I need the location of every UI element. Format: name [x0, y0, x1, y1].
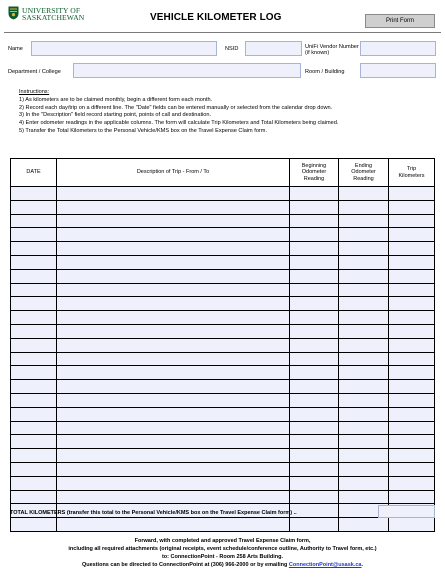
table-row	[11, 449, 435, 463]
beginning-odometer-cell[interactable]	[290, 476, 339, 490]
beginning-odometer-cell[interactable]	[290, 311, 339, 325]
description-cell[interactable]	[57, 366, 290, 380]
form-title: VEHICLE KILOMETER LOG	[150, 12, 282, 23]
table-row	[11, 338, 435, 352]
date-cell[interactable]	[11, 366, 57, 380]
date-cell[interactable]	[11, 421, 57, 435]
university-name	[22, 7, 84, 22]
nsid-label: NSID	[225, 46, 239, 52]
ending-odometer-cell[interactable]	[339, 187, 389, 201]
trip-kilometers-cell	[389, 449, 435, 463]
ending-odometer-cell[interactable]	[339, 242, 389, 256]
trip-kilometers-cell	[389, 490, 435, 504]
beginning-odometer-cell[interactable]	[290, 242, 339, 256]
beginning-odometer-cell[interactable]	[290, 297, 339, 311]
description-cell[interactable]	[57, 435, 290, 449]
date-cell[interactable]	[11, 380, 57, 394]
table-row	[11, 518, 435, 532]
university-shield-logo	[8, 6, 19, 20]
trip-kilometers-cell	[389, 324, 435, 338]
ending-odometer-cell[interactable]	[339, 269, 389, 283]
trip-kilometers-cell	[389, 380, 435, 394]
name-label: Name	[8, 46, 23, 52]
table-row	[11, 297, 435, 311]
beginning-odometer-cell[interactable]	[290, 421, 339, 435]
date-cell[interactable]	[11, 518, 57, 532]
description-cell[interactable]	[57, 476, 290, 490]
beginning-odometer-cell[interactable]	[290, 338, 339, 352]
beginning-odometer-cell[interactable]	[290, 490, 339, 504]
trip-kilometers-cell	[389, 311, 435, 325]
date-cell[interactable]	[11, 255, 57, 269]
date-cell[interactable]	[11, 407, 57, 421]
date-cell[interactable]	[11, 352, 57, 366]
vendor-number-field[interactable]	[360, 41, 436, 56]
trip-kilometers-column-header: Trip Kilometers	[389, 159, 435, 187]
beginning-odometer-cell[interactable]	[290, 352, 339, 366]
trip-kilometers-cell	[389, 518, 435, 532]
table-row	[11, 490, 435, 504]
ending-odometer-cell[interactable]	[339, 407, 389, 421]
instructions-title: Instructions:	[19, 89, 50, 95]
trip-kilometers-cell	[389, 269, 435, 283]
date-cell[interactable]	[11, 490, 57, 504]
description-cell[interactable]	[57, 214, 290, 228]
ending-odometer-cell[interactable]	[339, 421, 389, 435]
trip-kilometers-cell	[389, 214, 435, 228]
date-cell[interactable]	[11, 187, 57, 201]
table-row	[11, 407, 435, 421]
total-kilometers-label: TOTAL KILOMETERS (transfer this total to the Personal Vehicle/KMS box on the Travel Expense Claim form) ..	[10, 510, 297, 516]
date-cell[interactable]	[11, 476, 57, 490]
beginning-odometer-cell[interactable]	[290, 407, 339, 421]
date-cell[interactable]	[11, 297, 57, 311]
trip-kilometers-cell	[389, 435, 435, 449]
footer	[0, 537, 445, 569]
date-cell[interactable]	[11, 435, 57, 449]
date-cell[interactable]	[11, 200, 57, 214]
print-form-button[interactable]: Print Form	[365, 14, 435, 28]
description-cell[interactable]	[57, 283, 290, 297]
instruction-item: 5) Transfer the Total Kilometers to the Personal Vehicle/KMS box on the Travel Expense Claim form.	[19, 127, 268, 134]
trip-kilometers-cell	[389, 187, 435, 201]
ending-odometer-cell[interactable]	[339, 476, 389, 490]
table-row	[11, 187, 435, 201]
trip-kilometers-cell	[389, 421, 435, 435]
beginning-odometer-cell[interactable]	[290, 255, 339, 269]
table-row	[11, 269, 435, 283]
description-cell[interactable]	[57, 200, 290, 214]
date-cell[interactable]	[11, 242, 57, 256]
description-cell[interactable]	[57, 242, 290, 256]
ending-odometer-cell[interactable]	[339, 518, 389, 532]
beginning-odometer-cell[interactable]	[290, 462, 339, 476]
instruction-item: 2) Record each day/trip on a different line. The "Date" fields can be entered manually or selected from the calendar drop down.	[19, 104, 333, 111]
ending-odometer-cell[interactable]	[339, 435, 389, 449]
trip-kilometers-cell	[389, 393, 435, 407]
trip-kilometers-cell	[389, 462, 435, 476]
ending-odometer-cell[interactable]	[339, 449, 389, 463]
beginning-odometer-cell[interactable]	[290, 228, 339, 242]
room-building-field[interactable]	[360, 63, 436, 78]
instructions	[19, 89, 338, 136]
description-cell[interactable]	[57, 352, 290, 366]
ending-odometer-cell[interactable]	[339, 393, 389, 407]
table-row	[11, 393, 435, 407]
table-row	[11, 242, 435, 256]
description-cell[interactable]	[57, 311, 290, 325]
beginning-odometer-cell[interactable]	[290, 435, 339, 449]
beginning-odometer-cell[interactable]	[290, 518, 339, 532]
description-cell[interactable]	[57, 421, 290, 435]
department-label: Department / College	[8, 69, 61, 75]
footer-line: to: ConnectionPoint - Room 258 Arts Building.	[161, 554, 284, 560]
instruction-item: 4) Enter odometer readings in the applicable columns. The form will calculate Trip Kilometers and Total Kilometers being claimed.	[19, 120, 339, 127]
ending-odometer-cell[interactable]	[339, 490, 389, 504]
university-name-line2: SASKATCHEWAN	[22, 13, 85, 23]
trip-kilometers-cell	[389, 200, 435, 214]
vendor-number-label	[305, 44, 359, 56]
table-row	[11, 435, 435, 449]
table-row	[11, 311, 435, 325]
trip-kilometers-cell	[389, 407, 435, 421]
ending-odometer-cell[interactable]	[339, 338, 389, 352]
ending-odometer-cell[interactable]	[339, 200, 389, 214]
table-row	[11, 324, 435, 338]
nsid-field[interactable]	[245, 41, 302, 56]
date-cell[interactable]	[11, 311, 57, 325]
ending-odometer-cell[interactable]	[339, 380, 389, 394]
beginning-odometer-cell[interactable]	[290, 200, 339, 214]
description-cell[interactable]	[57, 297, 290, 311]
date-cell[interactable]	[11, 214, 57, 228]
table-row	[11, 352, 435, 366]
university-name-line1: UNIVERSITY OF	[22, 6, 81, 15]
table-row	[11, 200, 435, 214]
beginning-odometer-cell[interactable]	[290, 214, 339, 228]
instruction-item: 3) In the "Description" field record starting point, points of call and destination.	[19, 112, 212, 119]
table-row	[11, 228, 435, 242]
trip-kilometers-cell	[389, 352, 435, 366]
date-cell[interactable]	[11, 228, 57, 242]
table-row	[11, 476, 435, 490]
table-row	[11, 421, 435, 435]
instruction-item: 1) As kilometers are to be claimed monthly, begin a different form each month.	[19, 96, 213, 103]
description-cell[interactable]	[57, 269, 290, 283]
ending-odometer-cell[interactable]	[339, 366, 389, 380]
footer-contact-line	[0, 561, 445, 569]
trip-kilometers-cell	[389, 228, 435, 242]
beginning-odometer-cell[interactable]	[290, 269, 339, 283]
date-cell[interactable]	[11, 269, 57, 283]
description-cell[interactable]	[57, 490, 290, 504]
department-field[interactable]	[73, 63, 301, 78]
ending-odometer-cell[interactable]	[339, 283, 389, 297]
name-field[interactable]	[31, 41, 217, 56]
description-cell[interactable]	[57, 407, 290, 421]
table-header-row	[11, 159, 435, 187]
table-row	[11, 462, 435, 476]
table-row	[11, 214, 435, 228]
date-cell[interactable]	[11, 449, 57, 463]
ending-odometer-cell[interactable]	[339, 324, 389, 338]
table-row	[11, 380, 435, 394]
description-cell[interactable]	[57, 449, 290, 463]
beginning-odometer-cell[interactable]	[290, 393, 339, 407]
table-row	[11, 366, 435, 380]
description-cell[interactable]	[57, 228, 290, 242]
beginning-odometer-column-header: Beginning Odometer Reading	[290, 159, 339, 187]
ending-odometer-cell[interactable]	[339, 214, 389, 228]
date-cell[interactable]	[11, 393, 57, 407]
description-cell[interactable]	[57, 324, 290, 338]
ending-odometer-cell[interactable]	[339, 311, 389, 325]
trip-kilometers-cell	[389, 297, 435, 311]
trip-kilometers-cell	[389, 283, 435, 297]
beginning-odometer-cell[interactable]	[290, 449, 339, 463]
trip-kilometers-cell	[389, 242, 435, 256]
footer-line: including all required attachments (original receipts, event schedule/conference outline, Authority to Travel form, etc.)	[68, 546, 377, 552]
ending-odometer-cell[interactable]	[339, 255, 389, 269]
description-cell[interactable]	[57, 462, 290, 476]
footer-contact-end: .	[361, 562, 364, 568]
vendor-number-label-line2: (if known)	[305, 50, 330, 56]
ending-odometer-cell[interactable]	[339, 352, 389, 366]
vendor-number-label-line1: UniFi Vendor Number	[305, 44, 359, 50]
footer-line: Forward, with completed and approved Travel Expense Claim form,	[134, 538, 311, 544]
beginning-odometer-cell[interactable]	[290, 380, 339, 394]
header-divider	[4, 32, 441, 33]
trip-kilometers-cell	[389, 476, 435, 490]
trip-log-table	[10, 158, 435, 532]
date-column-header: DATE	[11, 159, 57, 187]
ending-odometer-cell[interactable]	[339, 297, 389, 311]
date-cell[interactable]	[11, 283, 57, 297]
trip-kilometers-cell	[389, 338, 435, 352]
connectionpoint-email-link[interactable]: ConnectionPoint@usask.ca	[288, 562, 362, 568]
description-cell[interactable]	[57, 187, 290, 201]
table-body	[11, 187, 435, 532]
ending-odometer-column-header: Ending Odometer Reading	[339, 159, 389, 187]
date-cell[interactable]	[11, 462, 57, 476]
description-cell[interactable]	[57, 338, 290, 352]
ending-odometer-cell[interactable]	[339, 228, 389, 242]
ending-odometer-cell[interactable]	[339, 462, 389, 476]
date-cell[interactable]	[11, 324, 57, 338]
beginning-odometer-cell[interactable]	[290, 324, 339, 338]
description-cell[interactable]	[57, 255, 290, 269]
trip-kilometers-cell	[389, 366, 435, 380]
beginning-odometer-cell[interactable]	[290, 187, 339, 201]
description-cell[interactable]	[57, 393, 290, 407]
trip-kilometers-cell	[389, 255, 435, 269]
beginning-odometer-cell[interactable]	[290, 366, 339, 380]
description-column-header: Description of Trip - From / To	[57, 159, 290, 187]
description-cell[interactable]	[57, 380, 290, 394]
table-row	[11, 255, 435, 269]
beginning-odometer-cell[interactable]	[290, 283, 339, 297]
date-cell[interactable]	[11, 338, 57, 352]
room-building-label: Room / Building	[305, 69, 345, 75]
footer-contact-text: Questions can be directed to ConnectionPoint at (306) 966-2000 or by emailing	[81, 562, 289, 568]
description-cell[interactable]	[57, 518, 290, 532]
total-kilometers-field[interactable]	[378, 505, 435, 518]
table-row	[11, 283, 435, 297]
